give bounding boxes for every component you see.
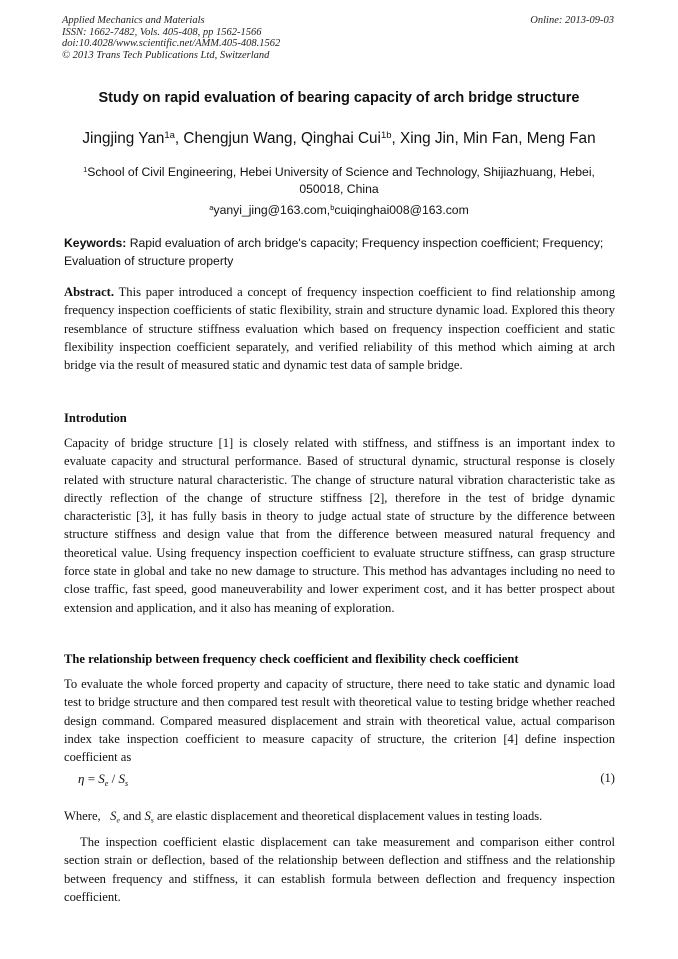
journal-header <box>62 15 392 61</box>
email-link[interactable]: $^a$yanyi_jing@163.com <box>209 202 327 217</box>
abstract-label: Abstract. <box>64 285 115 299</box>
paper-title: Study on rapid evaluation of bearing capacity of arch bridge structure <box>98 90 580 106</box>
journal-copyright: © 2013 Trans Tech Publications Ltd, Switzerland <box>62 49 270 61</box>
author: Chengjun Wang, <box>183 130 302 147</box>
author: Min Fan, <box>462 130 527 147</box>
introduction-text: Capacity of bridge structure [1] is closely related with stiffness, and stiffness is an important index to evaluate capacity and structural performance. Based of structural dynamic, structural response is closely related with structure natural characteristic. The change of structure natural vibration characteristic take as directly reflection of the change of structure stiffness [2], therefore in the test of bridge dynamic characteristic [3], it has fully basis in theory to judge actual state of structure by the difference between structure stiffness and design value that from the difference between measured natural frequency and theoretical value. Using frequency inspection coefficient to evaluate structure stiffness, can grasp structure force state in global and take no new damage to structure. This method has advantages including no need to close traffic, fast speed, good maneuverability and lower experiment cost, and it has better prospect about extension and application, and it also has meaning of exploration. <box>64 436 615 615</box>
keywords-text: Rapid evaluation of arch bridge's capacity; Frequency inspection coefficient; Frequency; Evaluation of structure property <box>64 236 604 268</box>
email-link[interactable]: $^b$cuiqinghai008@163.com <box>330 202 469 217</box>
keywords <box>64 234 617 270</box>
relationship-text: To evaluate the whole forced property and capacity of structure, there need to take static and dynamic load test to bridge structure and then compared test result with theoretical value to testing bridge whether reached design command. Compared measured displacement and strain with theoretical value, actual comparison index take inspection coefficient to measure capacity of structure, the criterion [4] define inspection coefficient as <box>64 677 615 765</box>
equation-number: (1) <box>600 771 615 785</box>
author: Meng Fan <box>526 130 596 147</box>
author-emails: $^a$yanyi_jing@163.com,$^b$cuiqinghai008@163.com <box>209 202 469 217</box>
section-heading-introduction: Introdution <box>64 411 127 425</box>
equation-variables: Where, $S_e$ and $S_s$ are elastic displacement and theoretical displacement values in testing loads. <box>64 809 543 825</box>
author: Qinghai Cui$^{1b}$, <box>301 129 401 147</box>
journal-issn: ISSN: 1662-7482, Vols. 405-408, pp 1562-1566 <box>62 26 262 38</box>
deflection-frequency-text: The inspection coefficient elastic displacement can take measurement and comparison either control section strain or deflection, based of the relationship between deflection and stiffness and the relationship between frequency and stiffness, it can establish formula between deflection and frequency inspection coefficient. <box>64 835 615 904</box>
keywords-label: Keywords: <box>64 236 127 250</box>
journal-doi[interactable]: doi:10.4028/www.scientific.net/AMM.405-408.1562 <box>62 38 281 49</box>
section-heading-relationship: The relationship between frequency check coefficient and flexibility check coefficient <box>64 652 519 666</box>
equation-1: $\eta = S_e / S_s$ <box>78 771 129 788</box>
abstract-text: This paper introduced a concept of frequency inspection coefficient to find relationship among frequency inspection coefficients of static flexibility, strain and structure dynamic load. Explored this theory resemblance of structure stiffness evaluation which based on frequency inspection coefficient and static flexibility inspection coefficient separately, and verified reliability of this method which aiming at arch bridge via the result of measured static and dynamic test data of sample bridge. <box>64 285 615 373</box>
affiliation: $^1$School of Civil Engineering, Hebei University of Science and Technology, Shijiazhuang, Hebei, 050018, China <box>83 164 595 196</box>
author: Xing Jin, <box>400 130 463 147</box>
journal-name: Applied Mechanics and Materials <box>62 15 205 26</box>
author: Jingjing Yan$^{1a}$, <box>82 129 184 147</box>
author-list <box>40 130 638 148</box>
abstract <box>64 283 615 374</box>
online-date: Online: 2013-09-03 <box>530 15 614 26</box>
